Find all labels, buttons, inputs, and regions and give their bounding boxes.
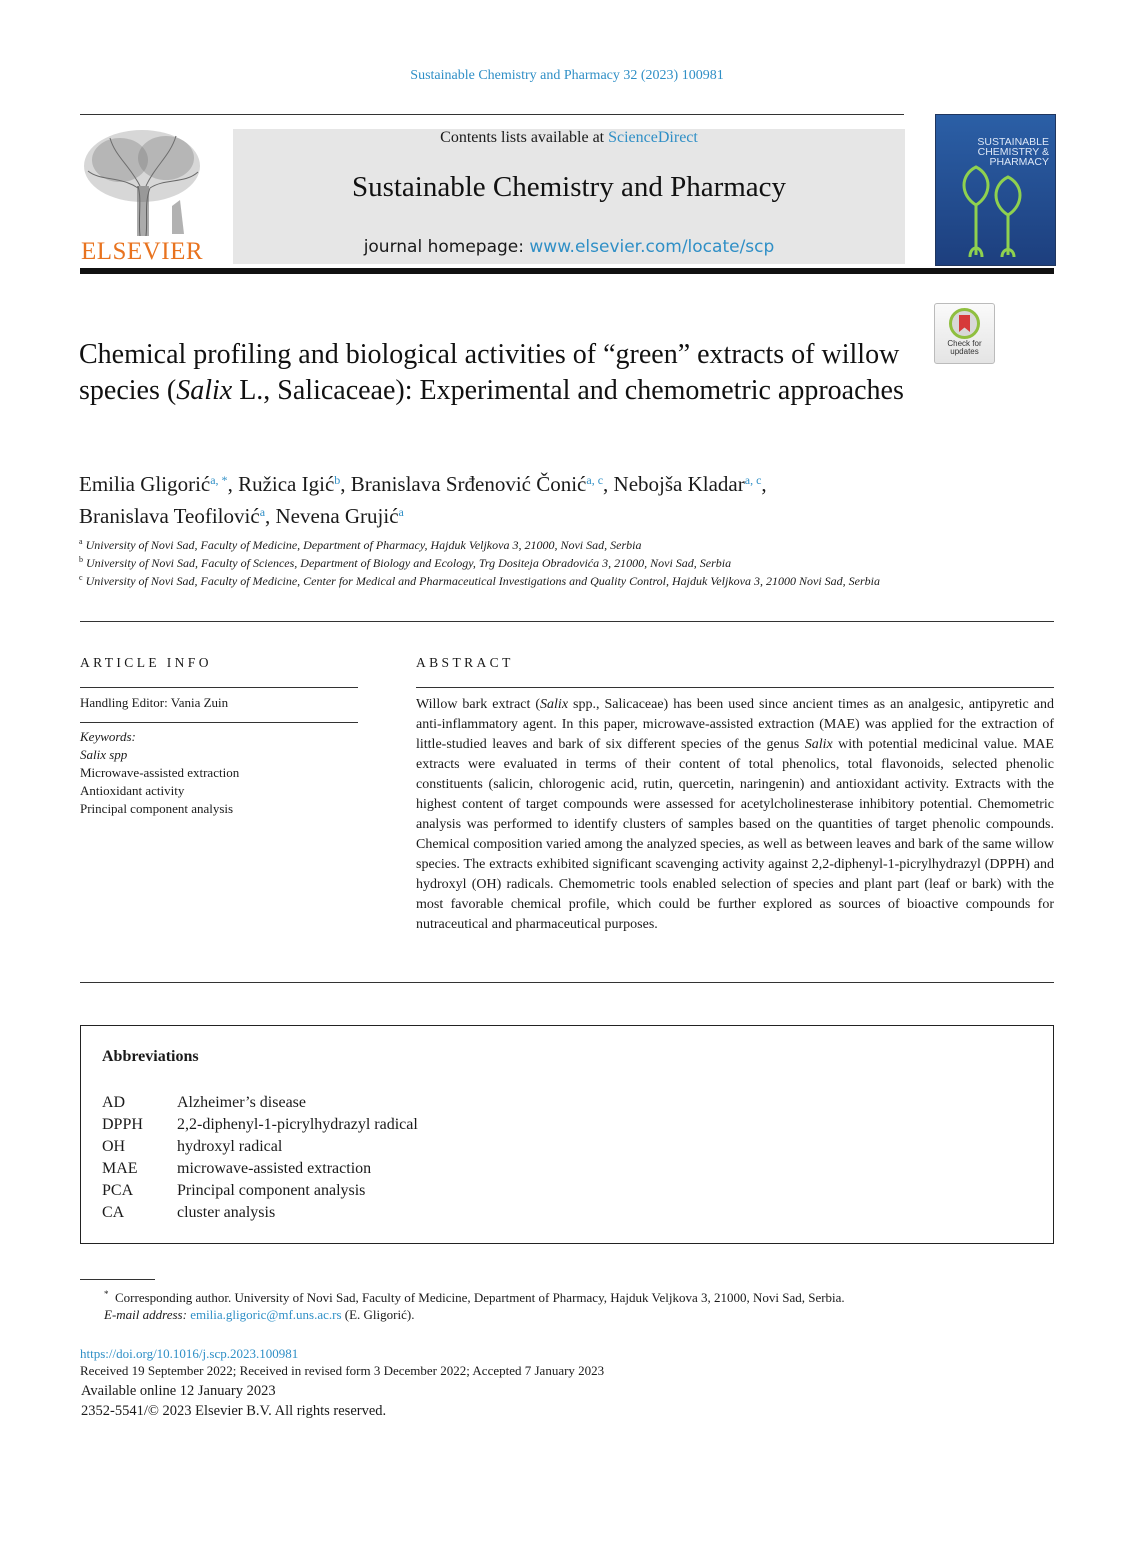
abbreviation-row: MAE microwave-assisted extraction [102, 1160, 372, 1177]
author-affiliation-mark[interactable]: a [259, 505, 266, 519]
journal-cover[interactable] [935, 114, 1056, 266]
received-dates: Received 19 September 2022; Received in revised form 3 December 2022; Accepted 7 January 2023 [80, 1363, 605, 1378]
elsevier-logo [80, 126, 204, 266]
abbreviation-row: DPPH 2,2-diphenyl-1-picrylhydrazyl radical [102, 1116, 418, 1133]
email-note: E-mail address: emilia.gligoric@mf.uns.ac.rs (E. Gligorić). [104, 1307, 415, 1322]
check-for-updates-badge[interactable] [934, 303, 995, 364]
affiliation-item: $^b$ University of Novi Sad, Faculty of Sciences, Department of Biology and Ecology, Trg Dositeja Obradovića 3, 21000, Novi Sad, Serbia [79, 555, 732, 570]
handling-editor: Handling Editor: Vania Zuin [80, 695, 229, 710]
abstract-heading: ABSTRACT [416, 655, 514, 670]
article-title: Chemical profiling and biological activities of “green” extracts of willow species (Salix L., Salicaceae): Experimental and chemometric approaches [79, 339, 904, 406]
author-affiliation-mark[interactable]: a, c [586, 473, 604, 487]
leaf-flask-icon [954, 165, 1034, 261]
cover-title: SUSTAINABLE CHEMISTRY & PHARMACY [977, 136, 1049, 168]
journal-name: Sustainable Chemistry and Pharmacy [351, 171, 787, 203]
author-list: Emilia Gligorić$^{a, *}$, Ružica Igić$^b$, Branislava Srđenović Čonić$^{a, c}$, Nebojša Kladar$^{a, c}$, Branislava Teofilović$^a$, Nevena Grujić$^a$ [79, 472, 767, 528]
footnote-rule [80, 1279, 155, 1280]
article-info-rule [80, 722, 358, 723]
author-affiliation-mark[interactable]: a [398, 505, 404, 519]
author-affiliation-mark[interactable]: a, * [210, 473, 228, 487]
abbreviations-heading: Abbreviations [102, 1048, 199, 1065]
abstract-rule [416, 687, 1054, 688]
abbreviations-box [80, 1025, 1054, 1244]
contents-line: Contents lists available at ScienceDirect [440, 129, 698, 146]
keyword-item: Antioxidant activity [80, 783, 185, 798]
sciencedirect-link[interactable]: ScienceDirect [608, 129, 698, 146]
author-name: Nevena Grujić [275, 504, 399, 528]
abbreviation-row: AD Alzheimer’s disease [102, 1094, 306, 1111]
copyright-line: 2352-5541/© 2023 Elsevier B.V. All rights reserved. [81, 1403, 387, 1419]
abbreviations-list [102, 1092, 418, 1224]
author-name: Branislava Teofilović [79, 504, 260, 528]
keywords-label: Keywords: [80, 729, 136, 744]
affiliation-item: $^a$ University of Novi Sad, Faculty of Medicine, Department of Pharmacy, Hajduk Veljkova 3, 21000, Novi Sad, Serbia [79, 537, 642, 552]
abstract-text: Willow bark extract (Salix spp., Salicaceae) has been used since ancient times as an analgesic, antipyretic and anti-inflammatory agent. In this paper, microwave-assisted extraction (MAE) was applied for the extraction of little-studied leaves and bark of six different species of the genus Salix with potential medicinal value. MAE extracts were evaluated in terms of their content of total phenolics, total flavonoids, selected phenolic constituents (salicin, chlorogenic acid, rutin, quercetin, naringenin) and antioxidant activity. Extracts with the highest content of target compounds were assessed for acetylcholinesterase inhibitory potential. Chemometric analysis was performed to identify clusters of samples based on the quantities of target phenolic compounds. Chemical composition varied among the analyzed species, as well as between leaves and bark of the same willow species. The extracts exhibited significant scavenging activity against 2,2-diphenyl-1-picrylhydrazyl (DPPH) and hydroxyl (OH) radicals. Chemometric tools enabled selection of species and plant part (leaf or bark) with the most favorable chemical profile, which could be further explored as sources of bioactive compounds for nutraceutical and pharmaceutical purposes. [416, 697, 1054, 932]
tree-logo-icon [80, 126, 204, 238]
author-name: Ružica Igić [238, 472, 335, 496]
article-info-heading: ARTICLE INFO [80, 655, 212, 670]
email-link[interactable]: emilia.gligoric@mf.uns.ac.rs [190, 1307, 342, 1322]
corresponding-author-note: * Corresponding author. University of Novi Sad, Faculty of Medicine, Department of Pharmacy, Hajduk Veljkova 3, 21000, Novi Sad, Serbia. [104, 1289, 845, 1305]
keywords-block [80, 728, 239, 818]
bookmark-icon [949, 308, 980, 339]
journal-banner [233, 129, 905, 264]
abbreviation-row: CA cluster analysis [102, 1204, 276, 1221]
header-bottom-rule [80, 268, 1054, 274]
available-online: Available online 12 January 2023 [81, 1383, 276, 1399]
homepage-link[interactable]: www.elsevier.com/locate/scp [529, 237, 775, 257]
article-info-rule [80, 687, 358, 688]
author-name: Branislava Srđenović Čonić [350, 472, 587, 496]
header-top-rule [80, 114, 904, 115]
homepage-line: journal homepage: www.elsevier.com/locate/scp [363, 237, 775, 257]
abbreviation-row: PCA Principal component analysis [102, 1182, 366, 1199]
abbreviation-row: OH hydroxyl radical [102, 1138, 283, 1155]
journal-reference[interactable]: Sustainable Chemistry and Pharmacy 32 (2023) 100981 [410, 68, 724, 83]
author-affiliation-mark[interactable]: a, c [744, 473, 762, 487]
author-affiliation-mark[interactable]: b [334, 473, 341, 487]
affiliation-item: $^c$ University of Novi Sad, Faculty of Medicine, Center for Medical and Pharmaceutical Investigations and Quality Control, Hajduk Veljkova 3, 21000 Novi Sad, Serbia [79, 573, 880, 588]
author-name: Nebojša Kladar [613, 472, 745, 496]
section-divider [80, 621, 1054, 622]
keyword-item: Microwave-assisted extraction [80, 765, 240, 780]
author-name: Emilia Gligorić [79, 472, 211, 496]
check-for-updates-label: Check for updates [947, 339, 982, 356]
keyword-item: Salix spp [80, 747, 128, 762]
doi-link[interactable]: https://doi.org/10.1016/j.scp.2023.100981 [80, 1346, 299, 1361]
keyword-item: Principal component analysis [80, 801, 234, 816]
publisher-wordmark: ELSEVIER [80, 238, 204, 265]
section-divider [80, 982, 1054, 983]
